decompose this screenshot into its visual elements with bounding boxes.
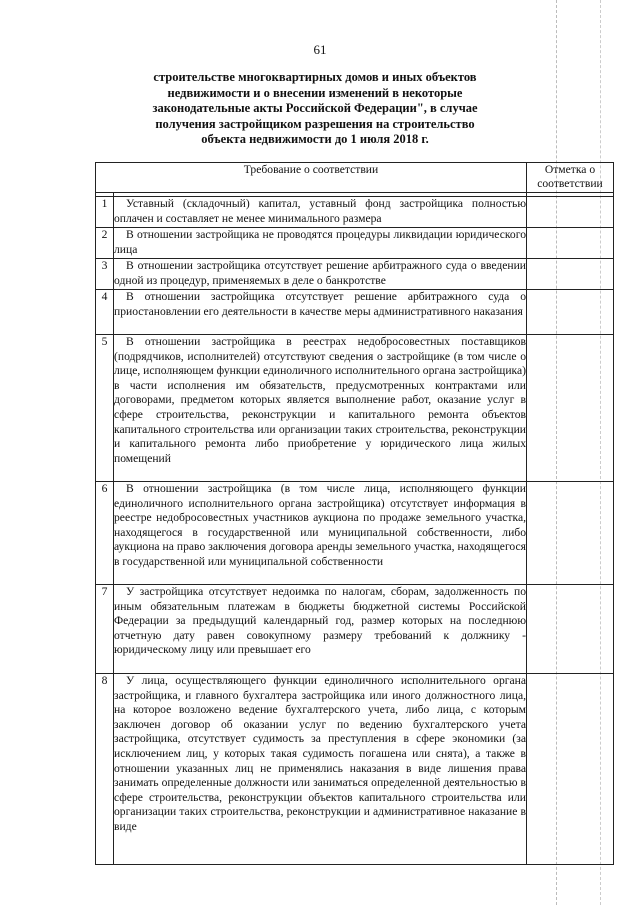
heading-line: получения застройщиком разрешения на строительство	[155, 116, 475, 131]
table-row	[96, 259, 614, 290]
table-row	[96, 482, 614, 585]
row-number: 7	[96, 585, 114, 674]
table-row	[96, 197, 614, 228]
row-requirement-text: У застройщика отсутствует недоимка по налогам, сборам, задолженность по иным обязательным платежам в бюджеты бюджетной системы Российской Федерации за предыдущий календарный год, размер которых на последнюю отчетную дату равен совокупному размеру требований к должнику - юридическому лицу или превышает его	[114, 585, 527, 674]
header-requirement: Требование о соответствии	[96, 163, 527, 193]
table-header-row	[96, 163, 614, 193]
row-mark-cell[interactable]	[527, 259, 614, 290]
row-mark-cell[interactable]	[527, 228, 614, 259]
row-requirement-text: У лица, осуществляющего функции единоличного исполнительного органа застройщика, и главного бухгалтера застройщика или иного должностного лица, на которое возложено ведение бухгалтерского учета, либо лица, с которым заключен договор об оказании услуг по ведению бухгалтерского учета застройщика, отсутствует судимость за преступления в сфере экономики (за исключением лиц, у которых такая судимость погашена или снята), а также в отношении указанных лиц не применялись наказания в виде лишения права занимать определенные должности или заниматься определенной деятельностью в сфере строительства, реконструкции объектов капитального строительства или организации таких строительства, реконструкции и административное наказание в виде	[114, 674, 527, 865]
heading-line: строительстве многоквартирных домов и иных объектов	[153, 70, 477, 84]
row-number: 5	[96, 335, 114, 482]
page-number: 61	[313, 42, 327, 57]
row-number: 2	[96, 228, 114, 259]
row-number: 1	[96, 197, 114, 228]
row-number: 8	[96, 674, 114, 865]
heading-line: недвижимости и о внесении изменений в некоторые	[167, 85, 463, 100]
row-requirement-text: Уставный (складочный) капитал, уставный фонд застройщика полностью оплачен и составляет не менее минимального размера	[114, 197, 527, 228]
header-mark: Отметка о соответствии	[527, 163, 614, 193]
row-requirement-text: В отношении застройщика отсутствует решение арбитражного суда о приостановлении его деятельности в качестве меры административного наказания	[114, 290, 527, 335]
table-row	[96, 290, 614, 335]
row-mark-cell[interactable]	[527, 482, 614, 585]
heading-line: законодательные акты Российской Федерации", в случае	[152, 101, 478, 115]
row-requirement-text: В отношении застройщика в реестрах недобросовестных поставщиков (подрядчиков, исполнителей) отсутствуют сведения о застройщике (в том числе о лице, исполняющем функции единоличного исполнительного органа застройщика) в части исполнения им обязательств, предусмотренных контрактами или договорами, предметом которых является выполнение работ, оказание услуг в сфере строительства, реконструкции и капитального ремонта объектов капитального строительства или организации таких строительства, реконструкции и капитального ремонта либо приобретение у юридического лица жилых помещений	[114, 335, 527, 482]
requirements-table	[95, 162, 614, 865]
row-requirement-text: В отношении застройщика отсутствует решение арбитражного суда о введении одной из процедур, применяемых в деле о банкротстве	[114, 259, 527, 290]
row-number: 4	[96, 290, 114, 335]
row-number: 6	[96, 482, 114, 585]
section-heading	[110, 70, 520, 148]
table-row	[96, 585, 614, 674]
row-mark-cell[interactable]	[527, 290, 614, 335]
row-mark-cell[interactable]	[527, 585, 614, 674]
heading-line: объекта недвижимости до 1 июля 2018 г.	[201, 132, 429, 146]
row-requirement-text: В отношении застройщика (в том числе лица, исполняющего функции единоличного исполнительного органа застройщика) отсутствует информация в реестре недобросовестных участников аукциона по продаже земельного участка, находящегося в государственной или муниципальной собственности, либо аукциона на право заключения договора аренды земельного участка, находящегося в государственной или муниципальной собственности	[114, 482, 527, 585]
table-row	[96, 228, 614, 259]
row-mark-cell[interactable]	[527, 197, 614, 228]
row-number: 3	[96, 259, 114, 290]
row-mark-cell[interactable]	[527, 335, 614, 482]
row-requirement-text: В отношении застройщика не проводятся процедуры ликвидации юридического лица	[114, 228, 527, 259]
row-mark-cell[interactable]	[527, 674, 614, 865]
table-row	[96, 335, 614, 482]
table-row	[96, 674, 614, 865]
